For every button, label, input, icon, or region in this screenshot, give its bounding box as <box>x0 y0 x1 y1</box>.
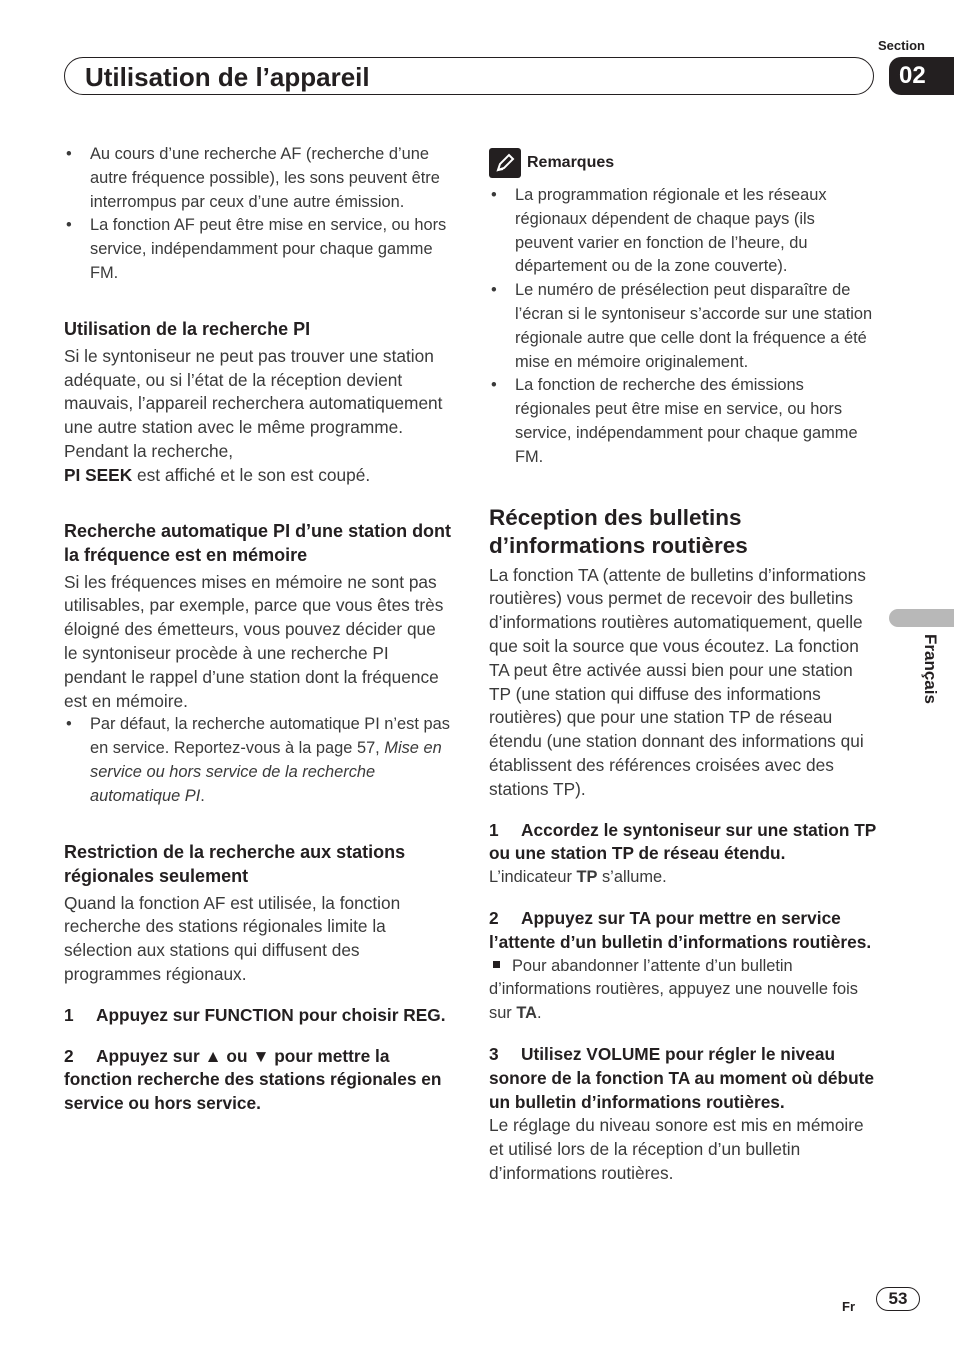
ta-step-2-note: Pour abandonner l’attente d’un bulletin d’informations routières, appuyez une nouvelle fois sur TA. <box>489 956 859 1023</box>
intro-bullets <box>64 143 452 286</box>
auto-pi-heading: Recherche automatique PI d’une station dont la fréquence est en mémoire <box>64 520 452 565</box>
regional-heading: Restriction de la recherche aux stations régionales seulement <box>64 841 406 886</box>
language-tab <box>889 609 954 627</box>
page-reference: Mise en service ou hors service de la recherche automatique PI <box>90 739 442 805</box>
pencil-icon <box>489 148 521 178</box>
auto-pi-bullets <box>64 713 452 808</box>
auto-pi-paragraph: Si les fréquences mises en mémoire ne sont pas utilisables, par exemple, parce que vous êtes très éloigné des émetteurs, vous pouvez décider que le syntoniseur procède à une recherche PI pendant le rappel d’une station dont la fréquence est en mémoire. <box>64 571 444 711</box>
notes-title: Remarques <box>527 154 615 171</box>
title-box <box>64 57 874 95</box>
ta-step-1-result: L’indicateur TP s’allume. <box>489 868 667 887</box>
pi-heading: Utilisation de la recherche PI <box>64 318 311 339</box>
left-column <box>64 143 452 1116</box>
regional-step-2: 2 Appuyez sur ▲ ou ▼ pour mettre la fonction recherche des stations régionales en service ou hors service. <box>64 1045 442 1114</box>
ta-paragraph: La fonction TA (attente de bulletins d’informations routières) vous permet de recevoir des bulletins d’informations routières automatiquement, quelle que soit la source que vous écoutez. La fonction TA peut être activée aussi bien pour une station TP (une station qui diffuse des informations routières) que pour une station TP de réseau étendu (une station donnant des informations qui établissent des références croisées avec des stations TP). <box>489 564 866 799</box>
square-bullet-icon <box>493 961 500 968</box>
ta-step-1: 1 Accordez le syntoniseur sur une station TP ou une station TP de réseau étendu. <box>489 819 876 864</box>
section-label: Section <box>878 38 925 53</box>
list-item: • Au cours d’une recherche AF (recherche d’une autre fréquence possible), les sons peuvent être interrompus par ceux d’une autre émission. <box>66 145 440 211</box>
regional-step-1: 1 Appuyez sur FUNCTION pour choisir REG. <box>64 1004 446 1025</box>
list-item: • La fonction de recherche des émissions régionales peut être mise en service, ou hors service, indépendamment pour chaque gamme FM. <box>491 376 858 466</box>
page-number: 53 <box>876 1287 920 1311</box>
pi-seek-label: PI SEEK <box>64 464 133 485</box>
notes-list <box>489 184 877 470</box>
tp-indicator-label: TP <box>576 868 598 887</box>
ta-step-3: 3 Utilisez VOLUME pour régler le niveau sonore de la fonction TA au moment où débute un bulletin d’informations routières. <box>489 1043 874 1112</box>
list-item: • Par défaut, la recherche automatique PI n’est pas en service. Reportez-vous à la page 57, Mise en service ou hors service de la recherche automatique PI. <box>66 715 450 805</box>
notes-header <box>489 148 877 178</box>
ta-heading: Réception des bulletins d’informations routières <box>489 504 748 558</box>
page-title: Utilisation de l’appareil <box>85 62 370 92</box>
footer-language: Fr <box>842 1299 855 1314</box>
pi-paragraph: Si le syntoniseur ne peut pas trouver une station adéquate, ou si l’état de la réception devient mauvais, l’appareil recherchera automatiquement une autre station avec le même programme. Pendant la recherche, PI SEEK est affiché et le son est coupé. <box>64 345 443 485</box>
list-item: • Le numéro de présélection peut disparaître de l’écran si le syntoniseur s’accorde sur une station régionale autre que celle dont la fréquence a été mise en mémoire originalement. <box>491 281 873 371</box>
section-number: 02 <box>889 57 954 95</box>
right-column <box>489 148 877 1186</box>
ta-step-3-result: Le réglage du niveau sonore est mis en mémoire et utilisé lors de la réception d’un bulletin d’informations routières. <box>489 1115 864 1183</box>
ta-step-2: 2 Appuyez sur TA pour mettre en service l’attente d’un bulletin d’informations routières. <box>489 907 872 952</box>
list-item: • La programmation régionale et les réseaux régionaux dépendent de chaque pays (ils peuvent varier en fonction de l’heure, du département ou de la zone couverte). <box>491 186 827 276</box>
regional-paragraph: Quand la fonction AF est utilisée, la fonction recherche des stations régionales limite la sélection aux stations qui diffusent des programmes régionaux. <box>64 892 401 984</box>
list-item: • La fonction AF peut être mise en service, ou hors service, indépendamment pour chaque gamme FM. <box>66 216 447 282</box>
language-label: Français <box>921 634 940 704</box>
